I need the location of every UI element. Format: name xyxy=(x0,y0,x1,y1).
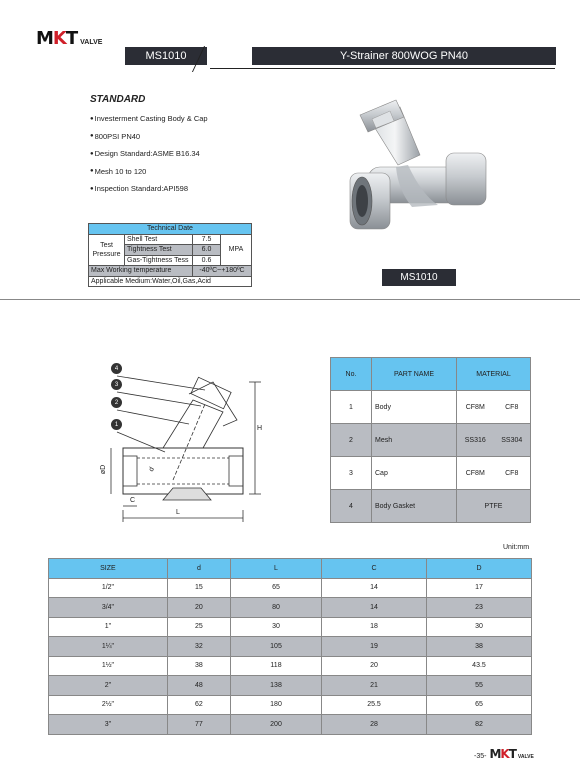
product-photo xyxy=(338,95,498,245)
dim-C: C xyxy=(130,497,136,504)
parts-mat: SS304 xyxy=(494,424,531,457)
size-row xyxy=(49,695,532,715)
dim-D: øD xyxy=(100,464,108,475)
parts-mat: CF8 xyxy=(494,457,531,490)
parts-name: Cap xyxy=(372,457,457,490)
parts-mat: PTFE xyxy=(457,490,531,523)
size-cell: 200 xyxy=(230,715,321,735)
size-cell: 20 xyxy=(322,656,427,676)
size-cell: 14 xyxy=(322,578,427,598)
size-cell: 3" xyxy=(49,715,168,735)
parts-table xyxy=(330,357,531,523)
standard-item: ● Inspection Standard:API598 xyxy=(90,180,208,198)
standard-item: ● 800PSI PN40 xyxy=(90,128,208,146)
page-number: -35- xyxy=(474,753,487,760)
parts-no: 2 xyxy=(331,424,372,457)
logo-text: MKT xyxy=(36,28,78,49)
parts-no: 4 xyxy=(331,490,372,523)
size-row xyxy=(49,598,532,618)
size-cell: 138 xyxy=(230,676,321,696)
size-cell: 2½" xyxy=(49,695,168,715)
size-cell: 80 xyxy=(230,598,321,618)
size-cell: 17 xyxy=(426,578,531,598)
photo-label: MS1010 xyxy=(382,269,456,286)
size-cell: 65 xyxy=(230,578,321,598)
standard-item: ● Investerment Casting Body & Cap xyxy=(90,110,208,128)
tech-row-value: 6.0 xyxy=(193,245,221,256)
tech-table-title: Technical Date xyxy=(89,224,252,235)
size-header: D xyxy=(426,559,531,579)
size-cell: 1" xyxy=(49,617,168,637)
parts-mat: SS316 xyxy=(457,424,494,457)
logo-suffix: VALVE xyxy=(80,39,103,46)
size-cell: 28 xyxy=(322,715,427,735)
tech-row-value: 7.5 xyxy=(193,234,221,245)
section-divider xyxy=(0,299,580,300)
footer-logo-text: MKT xyxy=(489,747,516,761)
size-cell: 55 xyxy=(426,676,531,696)
model-badge: MS1010 xyxy=(125,47,207,65)
size-cell: 2" xyxy=(49,676,168,696)
parts-mat: CF8M xyxy=(457,457,494,490)
size-cell: 18 xyxy=(322,617,427,637)
callout-3: 3 xyxy=(111,379,122,390)
parts-header: PART NAME xyxy=(372,358,457,391)
tech-unit: MPA xyxy=(221,234,252,266)
size-row xyxy=(49,617,532,637)
brand-logo xyxy=(36,28,102,49)
size-header: L xyxy=(230,559,321,579)
size-cell: 77 xyxy=(167,715,230,735)
callout-leaders xyxy=(117,376,205,452)
size-row xyxy=(49,637,532,657)
tech-row-name: Tightness Test xyxy=(125,245,193,256)
size-cell: 82 xyxy=(426,715,531,735)
parts-name: Body Gasket xyxy=(372,490,457,523)
size-cell: 38 xyxy=(426,637,531,657)
tech-row-value: 0.6 xyxy=(193,255,221,266)
parts-name: Body xyxy=(372,391,457,424)
size-row xyxy=(49,676,532,696)
dim-d: d xyxy=(147,466,156,473)
size-cell: 19 xyxy=(322,637,427,657)
standard-heading: STANDARD xyxy=(90,94,146,105)
parts-header: No. xyxy=(331,358,372,391)
size-cell: 180 xyxy=(230,695,321,715)
size-header: C xyxy=(322,559,427,579)
parts-mat: CF8 xyxy=(494,391,531,424)
size-row xyxy=(49,578,532,598)
size-cell: 15 xyxy=(167,578,230,598)
footer-logo-suffix: VALVE xyxy=(517,754,534,760)
size-header: d xyxy=(167,559,230,579)
size-cell: 38 xyxy=(167,656,230,676)
test-pressure-label: Test Pressure xyxy=(89,234,125,266)
standard-item: ● Design Standard:ASME B16.34 xyxy=(90,145,208,163)
tech-row-name: Gas-Tightness Tess xyxy=(125,255,193,266)
size-cell: 21 xyxy=(322,676,427,696)
callout-1: 1 xyxy=(111,419,122,430)
size-cell: 14 xyxy=(322,598,427,618)
size-header: SIZE xyxy=(49,559,168,579)
size-cell: 65 xyxy=(426,695,531,715)
tech-row-name: Shell Test xyxy=(125,234,193,245)
size-cell: 43.5 xyxy=(426,656,531,676)
size-cell: 1/2" xyxy=(49,578,168,598)
size-cell: 25 xyxy=(167,617,230,637)
parts-header: MATERIAL xyxy=(457,358,531,391)
size-cell: 30 xyxy=(230,617,321,637)
size-cell: 25.5 xyxy=(322,695,427,715)
dim-L: L xyxy=(176,509,180,516)
max-temp-label: Max Working temperature xyxy=(89,266,193,277)
header-rule xyxy=(210,68,555,69)
size-cell: 118 xyxy=(230,656,321,676)
technical-data-table xyxy=(88,223,252,287)
size-cell: 62 xyxy=(167,695,230,715)
size-cell: 30 xyxy=(426,617,531,637)
max-temp-value: -40ºC~+180ºC xyxy=(193,266,252,277)
size-row xyxy=(49,715,532,735)
size-cell: 32 xyxy=(167,637,230,657)
size-cell: 3/4" xyxy=(49,598,168,618)
standard-item: ● Mesh 10 to 120 xyxy=(90,163,208,181)
standard-list xyxy=(90,110,208,198)
size-cell: 20 xyxy=(167,598,230,618)
page-footer xyxy=(474,747,534,761)
unit-label: Unit:mm xyxy=(503,544,530,551)
size-cell: 1¼" xyxy=(49,637,168,657)
parts-no: 1 xyxy=(331,391,372,424)
callout-4: 4 xyxy=(111,363,122,374)
size-cell: 105 xyxy=(230,637,321,657)
parts-name: Mesh xyxy=(372,424,457,457)
dim-H: H xyxy=(257,425,263,432)
callout-2: 2 xyxy=(111,397,122,408)
size-cell: 48 xyxy=(167,676,230,696)
parts-mat: CF8M xyxy=(457,391,494,424)
size-cell: 1½" xyxy=(49,656,168,676)
size-table xyxy=(48,558,532,735)
medium-row: Applicable Medium:Water,Oil,Gas,Acid xyxy=(89,276,252,287)
size-row xyxy=(49,656,532,676)
page-title: Y-Strainer 800WOG PN40 xyxy=(252,47,556,65)
size-cell: 23 xyxy=(426,598,531,618)
parts-no: 3 xyxy=(331,457,372,490)
